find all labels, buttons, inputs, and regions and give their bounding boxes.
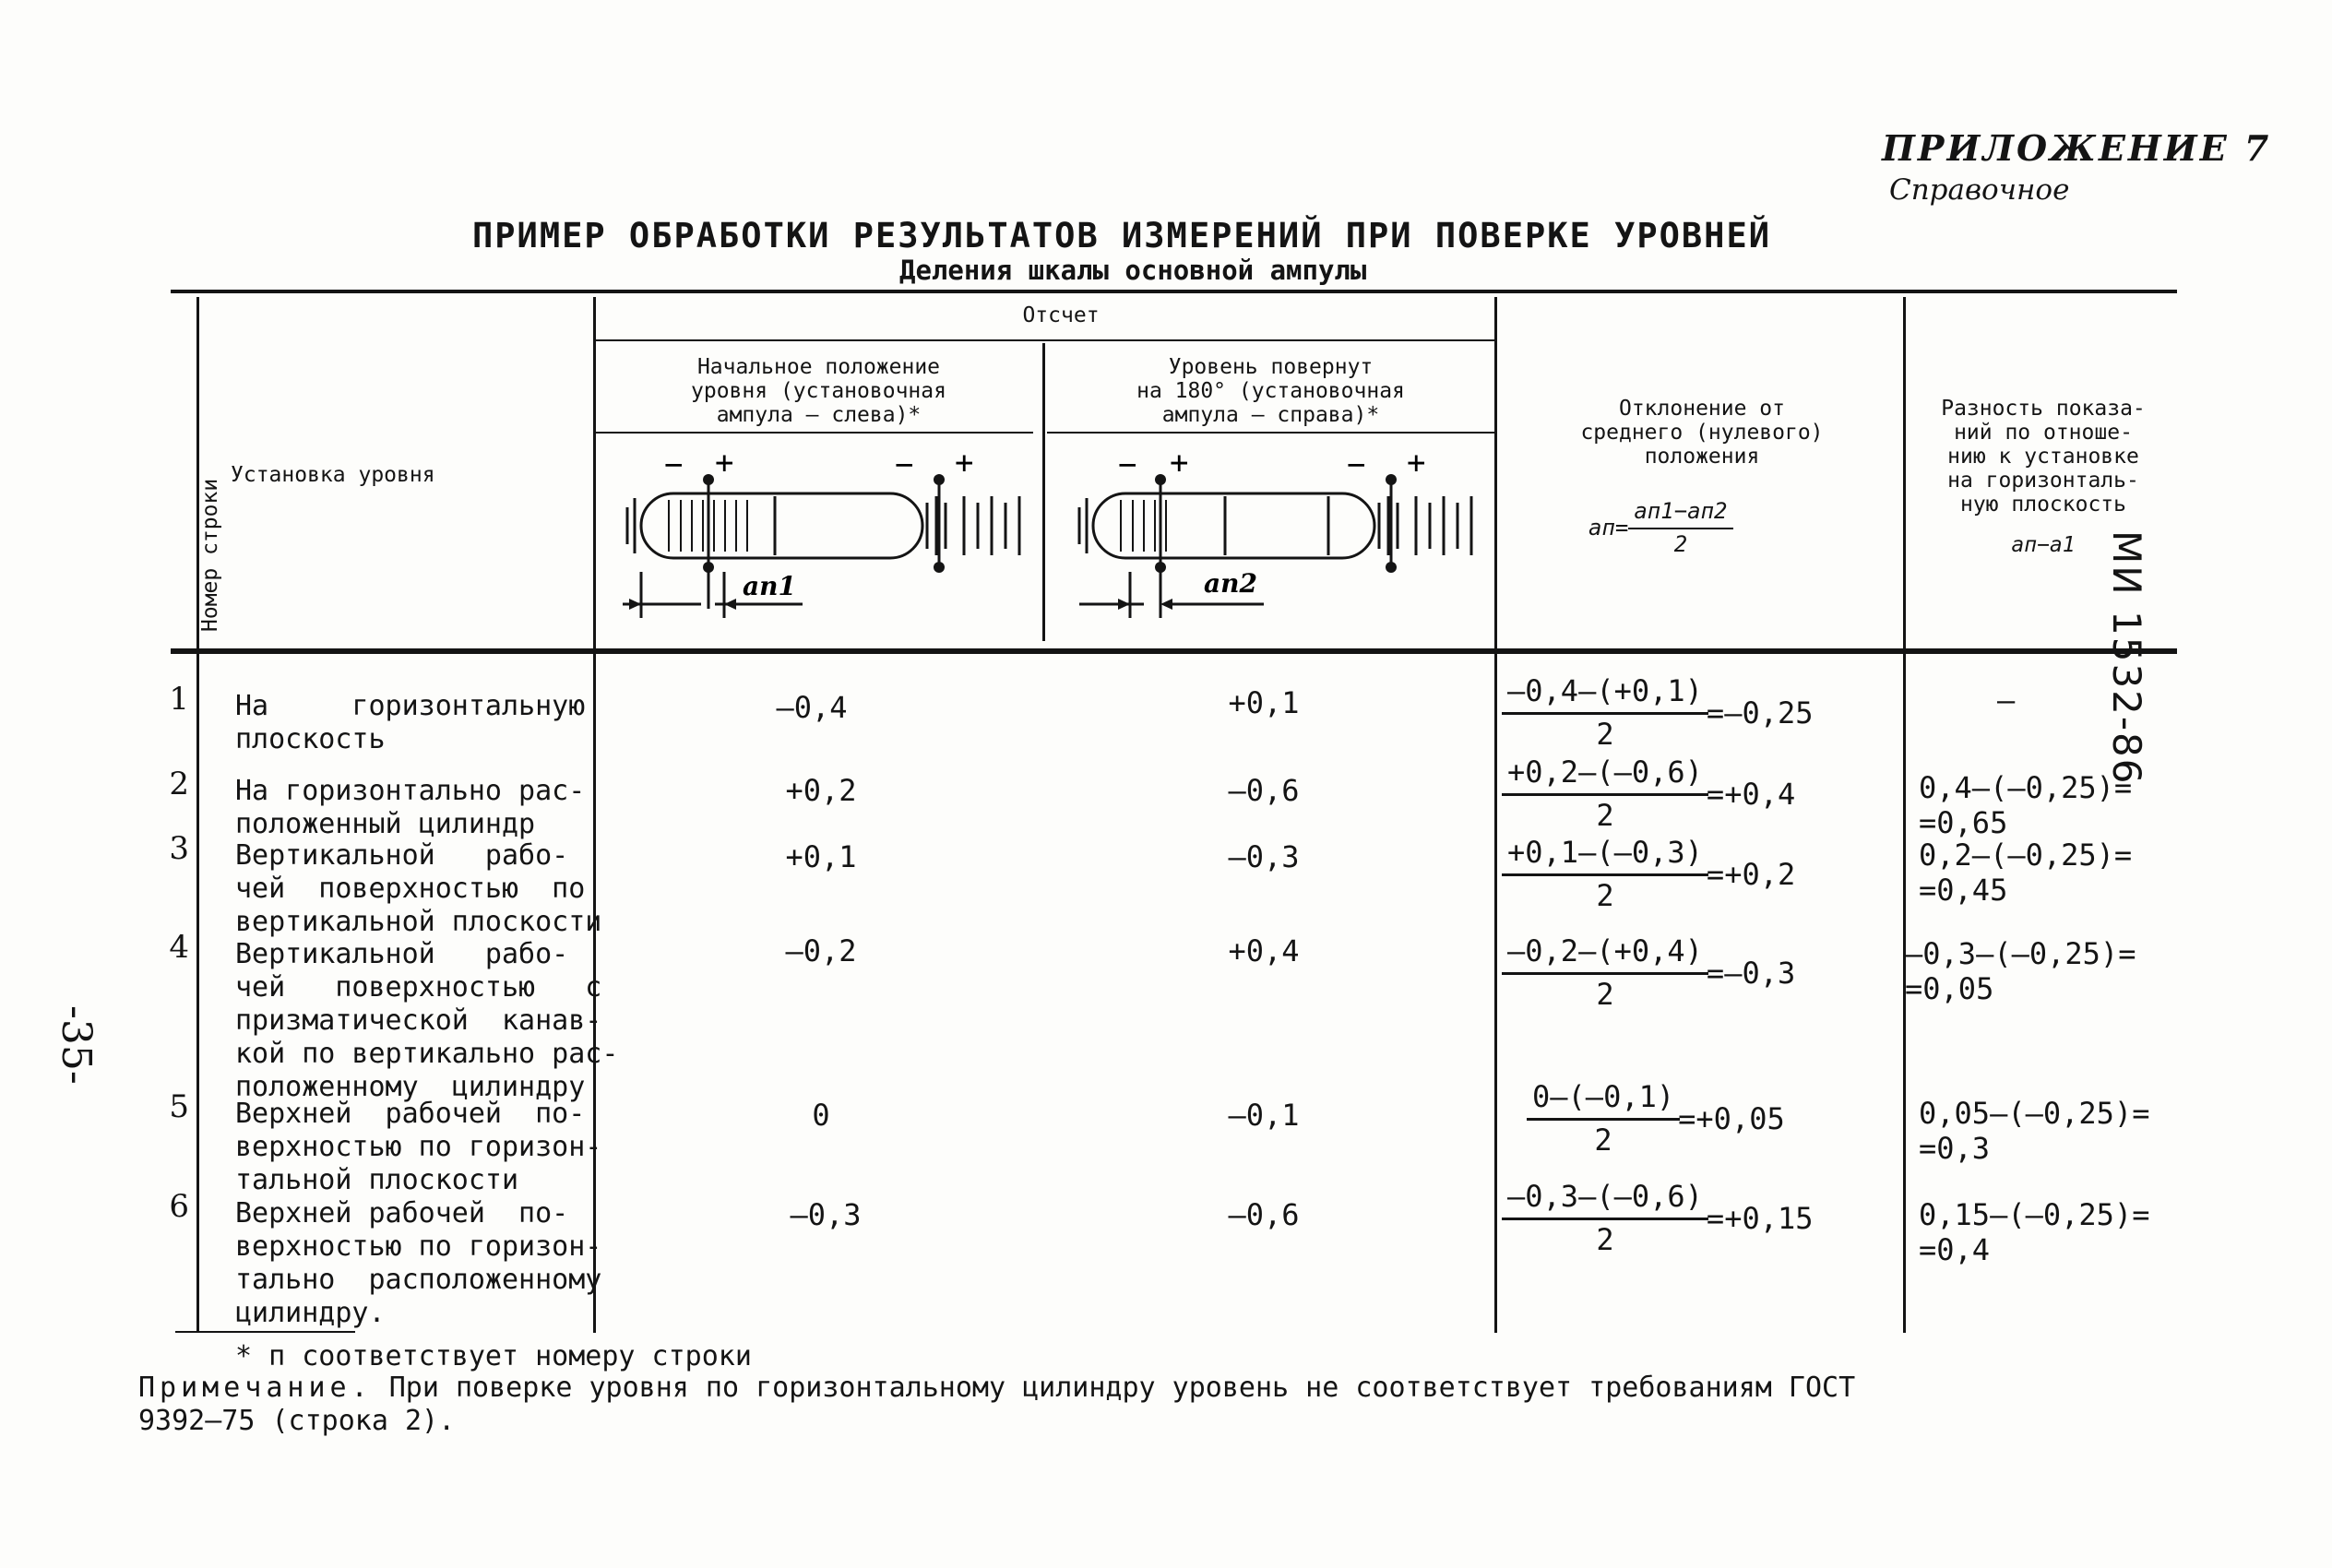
deviation-denominator: 2 [1502, 793, 1708, 833]
deviation-numerator: —0,3—(—0,6) [1507, 1179, 1703, 1214]
plus-sign: + [1407, 445, 1426, 481]
page-subtitle: Деления шкалы основной ампулы [899, 255, 1367, 286]
difference-cell: 0,05—(—0,25)= =0,3 [1919, 1096, 2150, 1166]
formula-numerator: aп1−aп2 [1634, 498, 1728, 524]
offset-label-2: aп2 [1204, 568, 1257, 599]
rotated-reading: +0,4 [1228, 933, 1300, 968]
deviation-denominator: 2 [1527, 1118, 1680, 1158]
note [138, 1372, 2168, 1438]
footnote-rule [175, 1331, 355, 1333]
header-initial: Начальное положение уровня (установочная ампула — слева)* [691, 355, 946, 427]
page-number: -35- [53, 1005, 100, 1085]
deviation-cell [1527, 1079, 1785, 1158]
deviation-denominator: 2 [1502, 972, 1708, 1012]
setup-cell: Верхней рабочей по- верхностью по горизон- тально расположенному цилиндру. [235, 1197, 602, 1329]
difference-cell: 0,2—(—0,25)= =0,45 [1919, 837, 2133, 908]
row-number: 4 [169, 929, 189, 966]
initial-diagram-rule [595, 432, 1033, 434]
minus-sign: − [895, 446, 914, 483]
setup-cell: На горизонтально рас- положенный цилиндр [235, 775, 586, 840]
difference-cell: 0,15—(—0,25)= =0,4 [1919, 1197, 2150, 1267]
row-number: 5 [169, 1088, 189, 1125]
setup-cell: Верхней рабочей по- верхностью по горизон- тальной плоскости [235, 1098, 602, 1196]
deviation-numerator: +0,2—(—0,6) [1507, 754, 1703, 790]
difference-cell: — [1997, 683, 2016, 718]
plus-sign: + [1170, 445, 1189, 481]
deviation-cell [1502, 933, 1795, 1012]
minus-sign: − [664, 446, 684, 483]
header-setup: Установка уровня [231, 463, 435, 487]
deviation-result: =+0,15 [1706, 1200, 1814, 1236]
setup-cell: Вертикальной рабо- чей поверхностью по вертикальной плоскости [235, 839, 602, 938]
page-title: ПРИМЕР ОБРАБОТКИ РЕЗУЛЬТАТОВ ИЗМЕРЕНИЙ ПРИ ПОВЕРКЕ УРОВНЕЙ [472, 216, 1772, 255]
row-number: 6 [169, 1188, 189, 1225]
col-divider-3-header [1042, 343, 1045, 641]
header-row-number: Номер строки [198, 478, 222, 632]
offset-label-1: aп1 [743, 571, 796, 601]
deviation-numerator: —0,4—(+0,1) [1507, 673, 1703, 708]
setup-cell: На горизонтальную плоскость [235, 690, 586, 755]
row-number: 2 [169, 766, 189, 802]
minus-sign: − [1347, 446, 1366, 483]
initial-reading: 0 [812, 1098, 830, 1133]
col-divider-5 [1903, 297, 1906, 1333]
col-divider-4 [1494, 297, 1497, 1333]
deviation-denominator: 2 [1502, 1218, 1708, 1257]
initial-reading: —0,3 [790, 1197, 862, 1232]
deviation-numerator: —0,2—(+0,4) [1507, 933, 1703, 968]
rotated-reading: —0,3 [1228, 839, 1300, 874]
deviation-cell [1502, 754, 1795, 833]
difference-cell: 0,4—(—0,25)= =0,65 [1919, 770, 2133, 840]
row-number: 3 [169, 830, 189, 867]
setup-cell: Вертикальной рабо- чей поверхностью с призматической канав- кой по вертикально рас- положенному цилиндру [235, 938, 619, 1103]
plus-sign: + [955, 445, 974, 481]
rotated-diagram-rule [1047, 432, 1494, 434]
difference-cell: —0,3—(—0,25)= =0,05 [1905, 936, 2136, 1006]
header-deviation-formula [1588, 498, 1733, 557]
header-rotated: Уровень повернут на 180° (установочная ампула — справа)* [1136, 355, 1405, 427]
deviation-result: =—0,3 [1706, 955, 1796, 991]
deviation-numerator: 0—(—0,1) [1532, 1079, 1675, 1114]
deviation-result: =+0,4 [1706, 776, 1796, 812]
deviation-result: =+0,2 [1706, 856, 1796, 892]
deviation-result: =+0,05 [1678, 1100, 1785, 1136]
col-divider-1 [196, 297, 199, 1333]
rotated-reading: —0,1 [1228, 1098, 1300, 1133]
appendix-label: ПРИЛОЖЕНИЕ 7 [1882, 127, 2272, 169]
note-label: Примечание. [138, 1372, 373, 1404]
rotated-reading: —0,6 [1228, 1197, 1300, 1232]
minus-sign: − [1118, 446, 1137, 483]
deviation-denominator: 2 [1502, 712, 1708, 752]
formula-denominator: 2 [1628, 528, 1732, 557]
reference-label: Справочное [1889, 173, 2070, 207]
deviation-denominator: 2 [1502, 873, 1708, 913]
ampoule-initial-diagram [600, 443, 1033, 641]
table-top-rule [171, 290, 2177, 293]
header-difference: Разность показа- ний по отноше- нию к установке на горизонталь- ную плоскость [1941, 397, 2146, 517]
header-difference-formula: aп−a1 [2011, 533, 2076, 557]
footnote: * п соответствует номеру строки [235, 1340, 752, 1372]
deviation-cell [1502, 835, 1795, 913]
deviation-cell [1502, 673, 1814, 752]
initial-reading: +0,2 [785, 773, 857, 808]
reading-subrule [595, 339, 1494, 341]
initial-reading: —0,2 [785, 933, 857, 968]
table-header-rule [171, 648, 2177, 654]
deviation-numerator: +0,1—(—0,3) [1507, 835, 1703, 870]
rotated-reading: +0,1 [1228, 685, 1300, 720]
rotated-reading: —0,6 [1228, 773, 1300, 808]
document-code: МИ 1532-86 [2104, 530, 2149, 786]
deviation-cell [1502, 1179, 1814, 1257]
initial-reading: +0,1 [785, 839, 857, 874]
note-text: При поверке уровня по горизонтальному цилиндру уровень не соответствует требованиям ГОСТ 9392—75 (строка 2). [138, 1372, 1856, 1437]
formula-lhs: aп= [1588, 515, 1629, 540]
plus-sign: + [715, 445, 734, 481]
header-deviation: Отклонение от среднего (нулевого) положения [1580, 397, 1824, 469]
header-reading: Отсчет [1022, 303, 1100, 327]
deviation-result: =—0,25 [1706, 695, 1814, 731]
row-number: 1 [169, 681, 189, 718]
ampoule-rotated-diagram [1052, 443, 1490, 641]
initial-reading: —0,4 [776, 690, 848, 725]
